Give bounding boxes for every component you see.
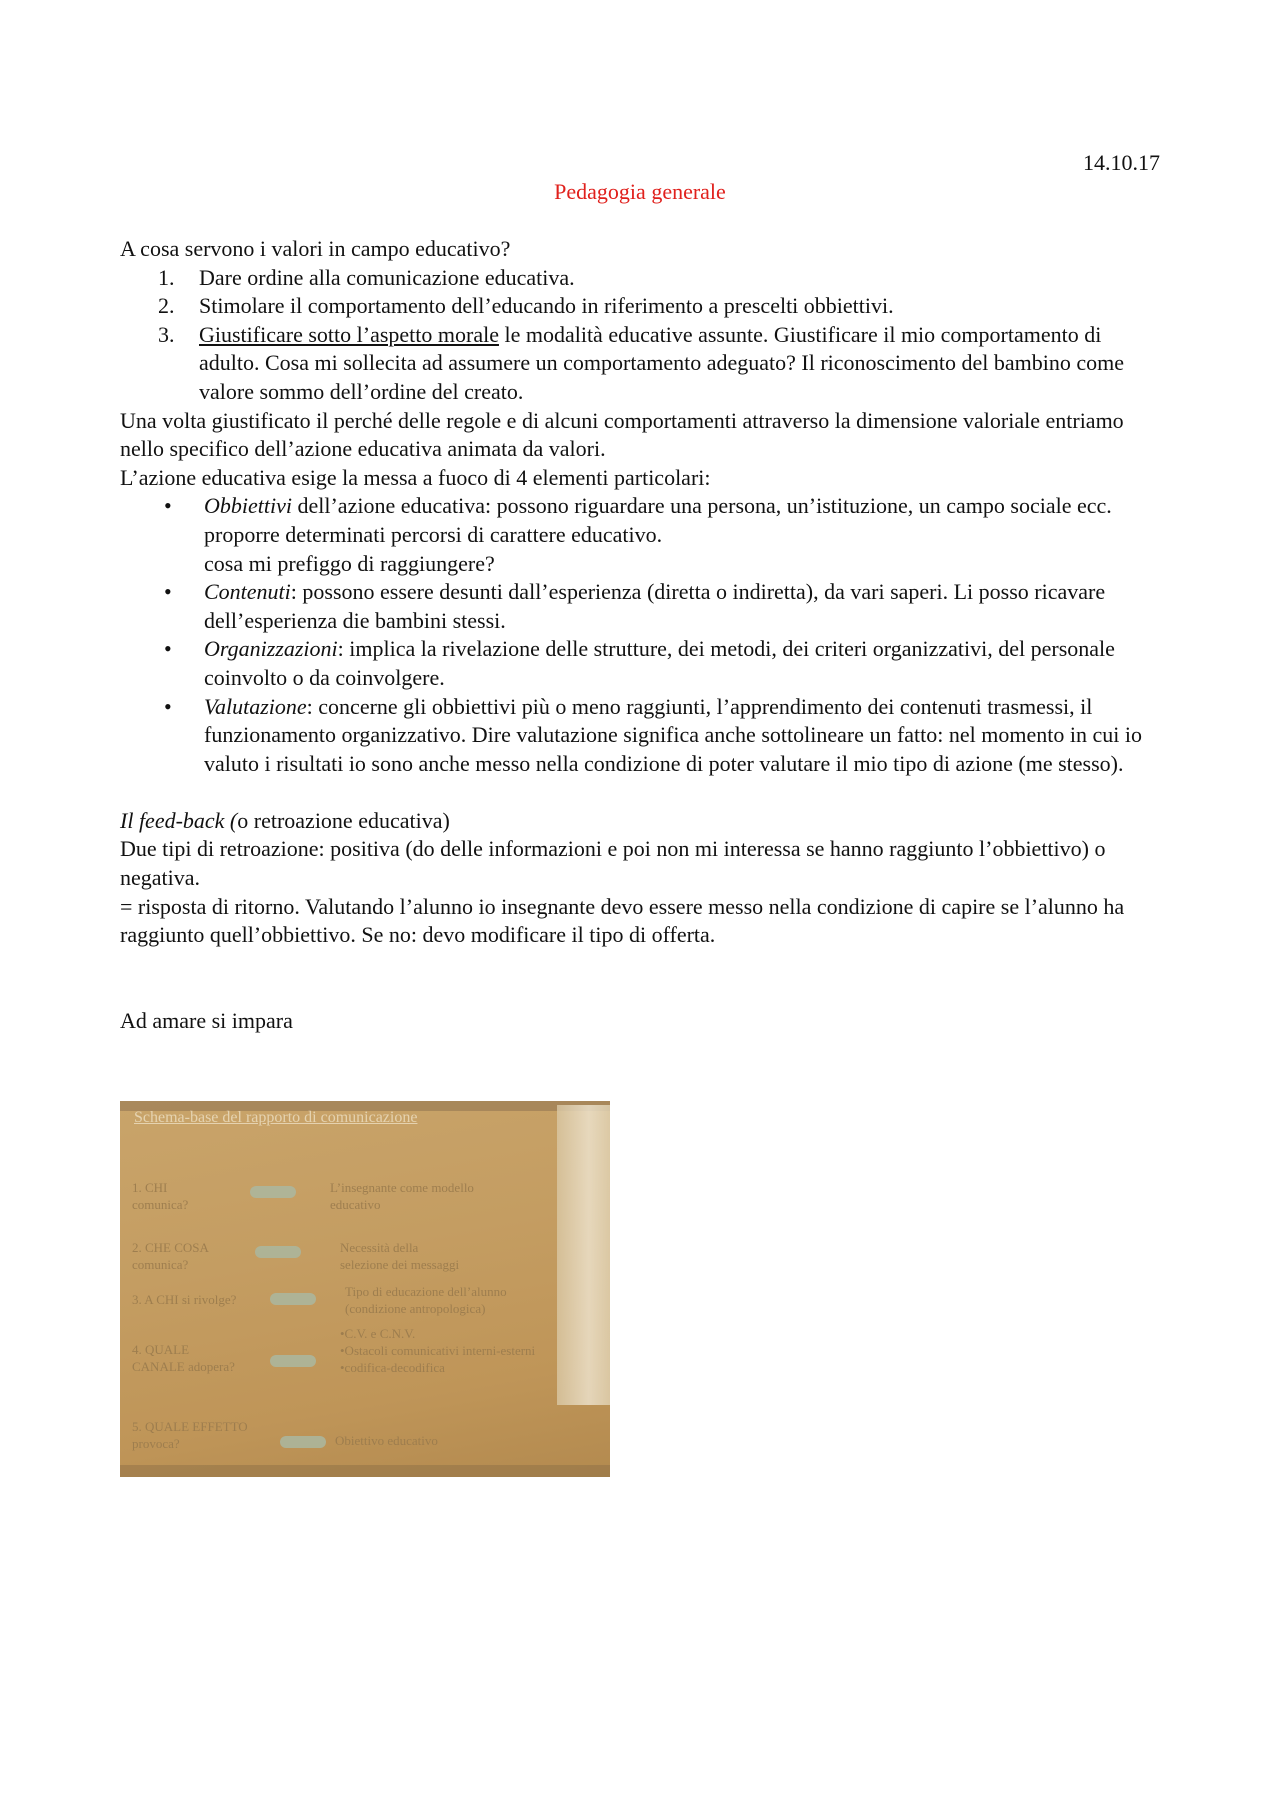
bullet: • [164,693,172,719]
photo-row-right: L’insegnante come modello educativo [330,1180,474,1212]
bullet: • [164,636,172,662]
list-number: 2. [158,293,175,319]
paragraph: = risposta di ritorno. Valutando l’alunno io insegnante devo essere messo nella condizione di capire se l’alunno ha raggiunto quell’obbiettivo. Se no: devo modificare il tipo di offerta. [120,893,1125,948]
paragraph: Due tipi di retroazione: positiva (do delle informazioni e poi non mi interessa se hanno raggiunto l’obbiettivo) o negativa. [120,836,1106,891]
photo-row-right: Obiettivo educativo [335,1433,438,1448]
list-item [120,264,1162,293]
bullet: • [164,493,172,519]
paragraph: Una volta giustificato il perché delle regole e di alcuni comportamenti attraverso la dimensione valoriale entriamo nello specifico dell’azione educativa animata da valori. [120,407,1124,462]
element-term: Organizzazioni [204,636,338,662]
element-extra: cosa mi prefiggo di raggiungere? [204,550,495,576]
arrow-shape [270,1293,316,1305]
closing-line: Ad amare si impara [120,1008,293,1034]
intro-question: A cosa servono i valori in campo educativo? [120,236,511,261]
list-item [120,693,1162,779]
feedback-heading-rest: o retroazione educativa) [237,807,450,833]
element-term: Obbiettivi [204,493,292,519]
paragraph: L’azione educativa esige la messa a fuoco di 4 elementi particolari: [120,464,711,490]
feedback-heading-italic: Il feed-back ( [120,807,238,833]
list-item [120,292,1162,321]
element-text: : implica la rivelazione delle strutture, dei metodi, dei criteri organizzativi, del personale coinvolto o da coinvolgere. [204,636,1115,690]
arrow-shape [270,1355,316,1367]
photo-row-left: 1. CHI comunica? [132,1180,189,1212]
arrow-shape [250,1186,296,1198]
list-item-text: Dare ordine alla comunicazione educativa. [199,264,575,290]
elements-list [120,492,1162,778]
arrow-shape [280,1436,326,1448]
list-item-text: Stimolare il comportamento dell’educando in riferimento a prescelti obbiettivi. [199,293,894,319]
document-body [120,235,1162,1036]
list-number: 1. [158,264,175,290]
slide-photo [120,1101,610,1477]
bullet: • [164,579,172,605]
list-item [120,635,1162,692]
photo-row-left: 4. QUALE CANALE adopera? [132,1342,235,1374]
list-item-text: le modalità educative assunte. Giustificare il mio comportamento di adulto. Cosa mi sollecita ad assumere un comportamento adeguato? Il riconoscimento del bambino come valore sommo dell’ordine del creato. [199,321,1124,404]
arrow-shape [255,1246,301,1258]
feedback-heading [120,807,1162,836]
element-text: : concerne gli obbiettivi più o meno raggiunti, l’apprendimento dei contenuti trasmessi, il funzionamento organizzativo. Dire valutazione significa anche sottolineare un fatto: nel momento in cui io valuto i risultati io sono anche messo nella condizione di poter valutare il mio tipo di azione (me stesso). [204,693,1142,776]
photo-title: Schema-base del rapporto di comunicazione [134,1109,418,1126]
photo-row-right: •C.V. e C.N.V. •Ostacoli comunicativi interni-esterni •codifica-decodifica [340,1326,536,1375]
element-text: : possono essere desunti dall’esperienza (diretta o indiretta), da vari saperi. Li posso ricavare dell’esperienza die bambini stessi. [204,579,1106,633]
list-item [120,492,1162,578]
list-number: 3. [158,321,175,347]
list-item [120,578,1162,635]
underlined-phrase: Giustificare sotto l’aspetto morale [199,321,499,347]
date: 14.10.17 [1083,150,1160,175]
photo-row-left: 2. CHE COSA comunica? [132,1240,209,1272]
element-term: Valutazione [204,693,307,719]
values-list [120,264,1162,407]
photo-row-left: 3. A CHI si rivolge? [132,1292,237,1307]
page-title: Pedagogia generale [554,179,726,204]
list-item [120,321,1162,407]
element-term: Contenuti [204,579,291,605]
photo-row-right: Necessità della selezione dei messaggi [340,1240,460,1272]
element-text: dell’azione educativa: possono riguardare una persona, un’istituzione, un campo sociale ecc. proporre determinati percorsi di carattere educativo. [204,493,1112,547]
photo-row-right: Tipo di educazione dell’alunno (condizione antropologica) [345,1284,507,1316]
photo-row-left: 5. QUALE EFFETTO provoca? [132,1419,248,1451]
